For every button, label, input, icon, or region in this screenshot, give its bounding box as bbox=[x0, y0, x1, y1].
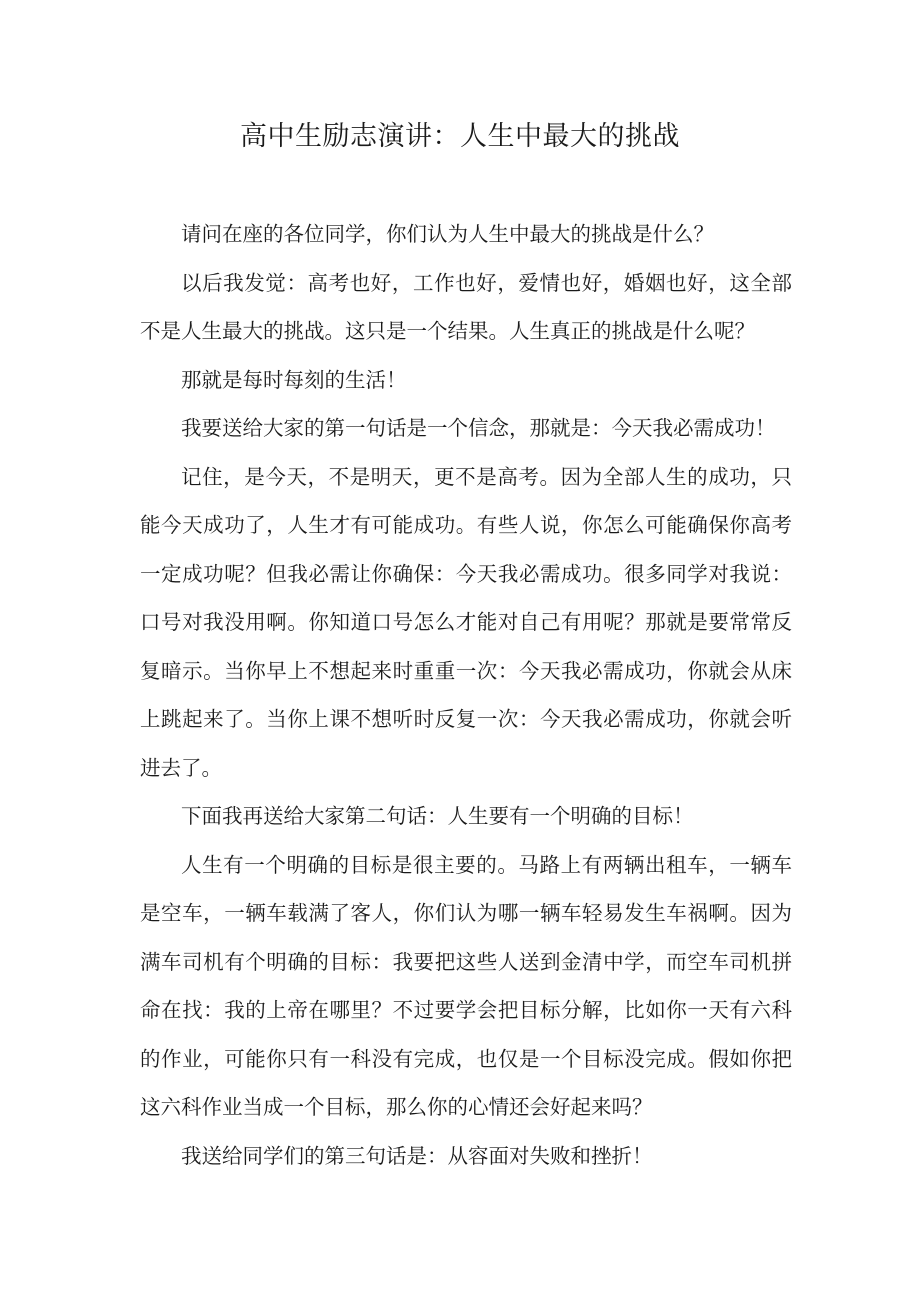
document-title: 高中生励志演讲：人生中最大的挑战 bbox=[240, 121, 680, 152]
paragraph: 人生有一个明确的目标是很主要的。马路上有两辆出租车，一辆车是空车，一辆车载满了客人，你们认为哪一辆车轻易发生车祸啊。因为满车司机有个明确的目标：我要把这些人送到金清中学，而空车司机拼命在找：我的上帝在哪里？不过要学会把目标分解，比如你一天有六科的作业，可能你只有一科没有完成，也仅是一个目标没完成。假如你把这六科作业当成一个目标，那么你的心情还会好起来吗？ bbox=[140, 852, 792, 1119]
paragraph: 以后我发觉：高考也好，工作也好，爱情也好，婚姻也好，这全部不是人生最大的挑战。这只是一个结果。人生真正的挑战是什么呢？ bbox=[140, 270, 792, 343]
paragraph: 请问在座的各位同学，你们认为人生中最大的挑战是什么？ bbox=[181, 222, 714, 246]
document-body bbox=[140, 210, 792, 1180]
paragraph: 下面我再送给大家第二句话：人生要有一个明确的目标！ bbox=[181, 804, 694, 828]
paragraph: 我要送给大家的第一句话是一个信念，那就是：今天我必需成功！ bbox=[181, 416, 776, 440]
paragraph: 我送给同学们的第三句话是：从容面对失败和挫折！ bbox=[181, 1143, 653, 1168]
paragraph: 那就是每时每刻的生活！ bbox=[181, 367, 407, 392]
paragraph: 记住，是今天，不是明天，更不是高考。因为全部人生的成功，只能今天成功了，人生才有可能成功。有些人说，你怎么可能确保你高考一定成功呢？但我必需让你确保：今天我必需成功。很多同学对我说：口号对我没用啊。你知道口号怎么才能对自己有用呢？那就是要常常反复暗示。当你早上不想起来时重重一次：今天我必需成功，你就会从床上跳起来了。当你上课不想听时反复一次：今天我必需成功，你就会听进去了。 bbox=[140, 464, 792, 780]
